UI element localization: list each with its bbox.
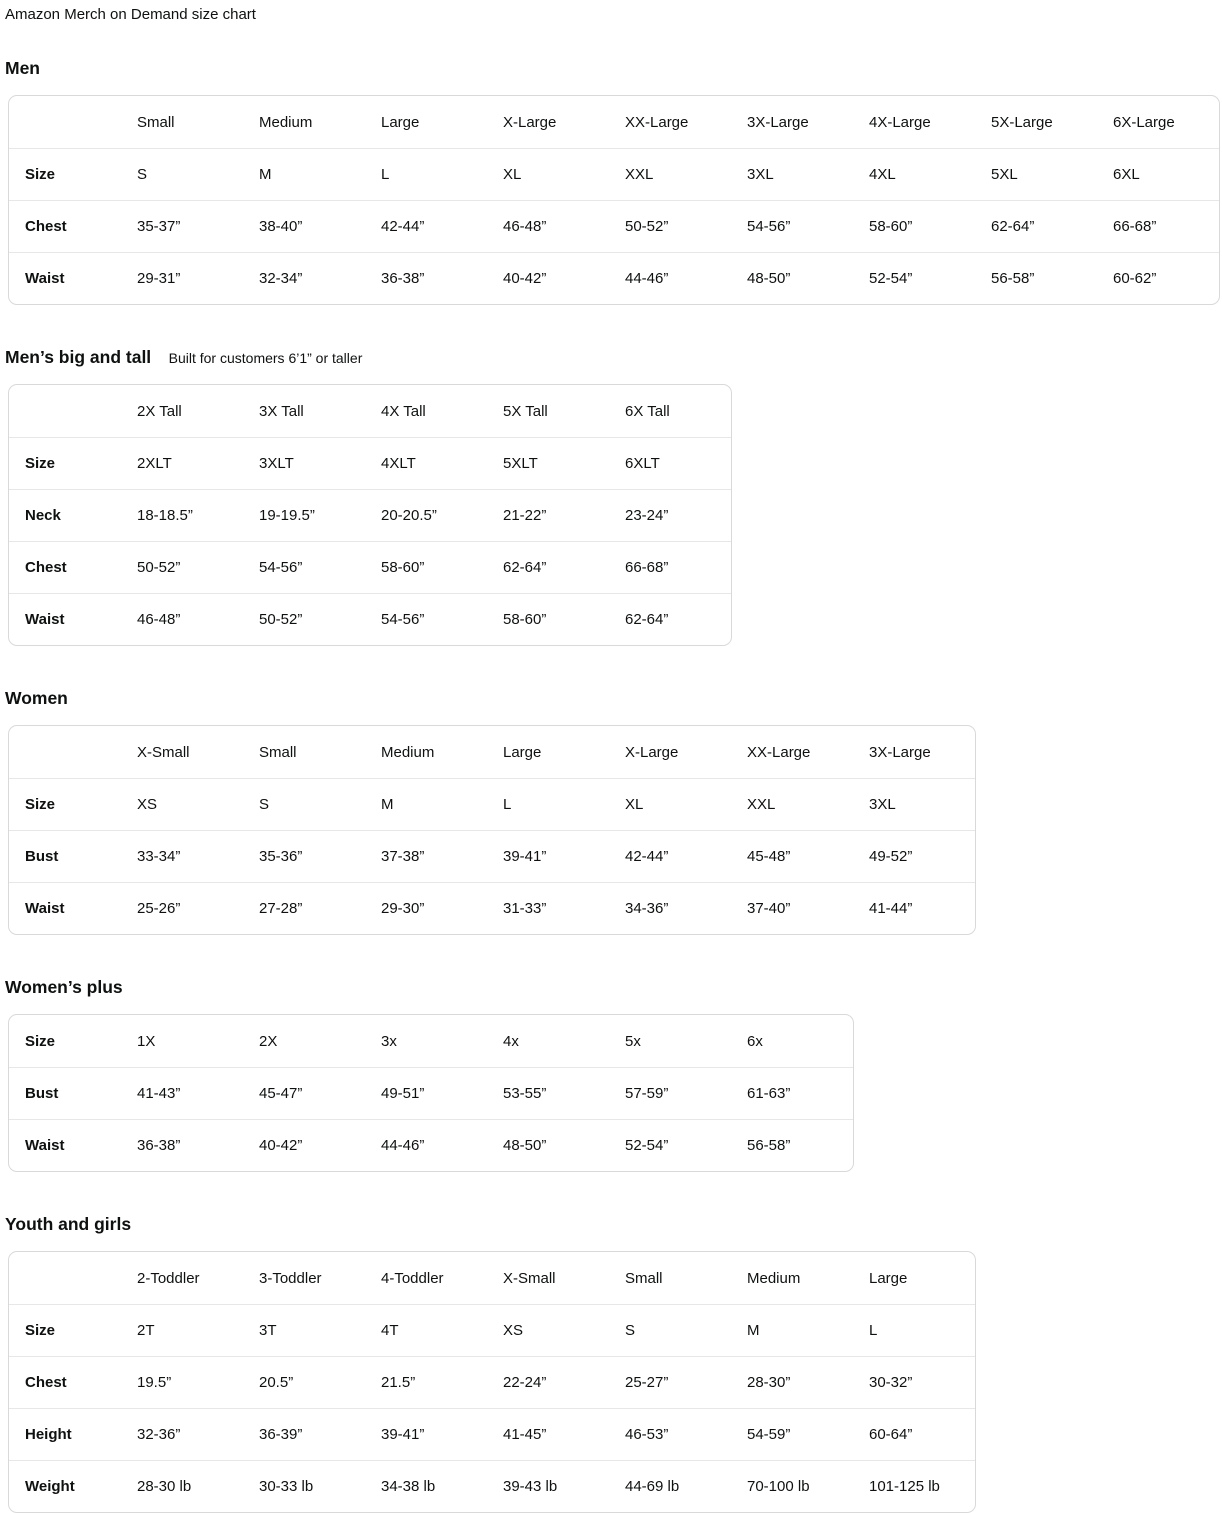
size-cell: XL: [609, 778, 731, 830]
column-header: 5X-Large: [991, 113, 1053, 131]
table-row: [9, 1356, 975, 1408]
table-header-row: [9, 385, 731, 437]
size-cell: 48-50”: [731, 252, 853, 304]
size-cell: 28-30 lb: [121, 1460, 243, 1512]
table-row: [9, 882, 975, 934]
column-header: Medium: [259, 113, 313, 131]
size-cell: 28-30”: [731, 1356, 853, 1408]
size-cell: 22-24”: [487, 1356, 609, 1408]
size-cell: 45-48”: [731, 830, 853, 882]
column-header: 5X Tall: [503, 402, 548, 420]
size-cell: 21-22”: [487, 489, 609, 541]
table-header-row: [9, 96, 1219, 148]
section-heading-men: Men: [5, 58, 40, 78]
size-cell: 39-41”: [487, 830, 609, 882]
size-cell: S: [243, 778, 365, 830]
corner-cell: [9, 1252, 121, 1304]
size-cell: 19.5”: [121, 1356, 243, 1408]
size-table-men: [8, 95, 1220, 305]
size-cell: 58-60”: [365, 541, 487, 593]
column-header: X-Small: [137, 743, 190, 761]
size-cell: 50-52”: [121, 541, 243, 593]
size-cell: 2XLT: [121, 437, 243, 489]
size-cell: 53-55”: [487, 1067, 609, 1119]
size-cell: 20-20.5”: [365, 489, 487, 541]
size-cell: 42-44”: [609, 830, 731, 882]
section-womens-plus: [5, 976, 1214, 1172]
size-cell: 46-53”: [609, 1408, 731, 1460]
column-header: Medium: [747, 1269, 801, 1287]
size-cell: 2T: [121, 1304, 243, 1356]
table-header-row: [9, 726, 975, 778]
size-cell: 6x: [747, 1032, 763, 1050]
size-cell: 4XL: [853, 148, 975, 200]
size-cell: 56-58”: [975, 252, 1097, 304]
column-header: X-Small: [503, 1269, 556, 1287]
size-cell: 50-52”: [609, 200, 731, 252]
size-cell: 62-64”: [487, 541, 609, 593]
section-heading-youth-and-girls: Youth and girls: [5, 1214, 132, 1234]
row-label: Waist: [9, 593, 121, 645]
column-header: 4-Toddler: [381, 1269, 444, 1287]
section-heading-women: Women: [5, 688, 68, 708]
column-header: Large: [381, 113, 420, 131]
size-cell: 42-44”: [365, 200, 487, 252]
table-row: [9, 148, 1219, 200]
section-men: [5, 57, 1214, 305]
size-table-slot-mens-big-and-tall: [8, 384, 1214, 646]
table-row: [9, 1304, 975, 1356]
row-label: Size: [9, 437, 121, 489]
row-label: Height: [9, 1408, 121, 1460]
size-cell: 48-50”: [487, 1119, 609, 1171]
column-header: 6X-Large: [1113, 113, 1175, 131]
size-cell: 4x: [503, 1032, 519, 1050]
column-header: Small: [625, 1269, 663, 1287]
size-cell: 31-33”: [487, 882, 609, 934]
size-cell: 66-68”: [609, 541, 731, 593]
size-cell: 60-62”: [1097, 252, 1219, 304]
size-cell: 32-36”: [121, 1408, 243, 1460]
table-row: [9, 830, 975, 882]
column-header: 4X-Large: [869, 113, 931, 131]
column-header: 3-Toddler: [259, 1269, 322, 1287]
size-table-mens-big-and-tall: [8, 384, 732, 646]
size-cell: 3XLT: [243, 437, 365, 489]
size-cell: 44-69 lb: [609, 1460, 731, 1512]
size-cell: 3XL: [853, 778, 975, 830]
column-header: 2-Toddler: [137, 1269, 200, 1287]
size-cell: 46-48”: [121, 593, 243, 645]
page-title: Amazon Merch on Demand size chart: [5, 6, 256, 23]
row-label: Size: [9, 778, 121, 830]
table-row: [9, 437, 731, 489]
column-header: Large: [503, 743, 542, 761]
section-mens-big-and-tall: [5, 346, 1214, 646]
size-cell: 3x: [381, 1032, 397, 1050]
size-cell: L: [853, 1304, 975, 1356]
size-cell: 54-59”: [731, 1408, 853, 1460]
size-cell: 29-31”: [121, 252, 243, 304]
size-cell: 5x: [625, 1032, 641, 1050]
size-cell: 6XL: [1097, 148, 1219, 200]
size-cell: XL: [487, 148, 609, 200]
size-cell: 30-32”: [853, 1356, 975, 1408]
section-women: [5, 687, 1214, 935]
row-label: Bust: [9, 830, 121, 882]
size-cell: 37-38”: [365, 830, 487, 882]
size-cell: 3XL: [731, 148, 853, 200]
row-label: Chest: [9, 200, 121, 252]
size-table-slot-youth-and-girls: [8, 1251, 1214, 1513]
size-cell: 32-34”: [243, 252, 365, 304]
size-cell: 38-40”: [243, 200, 365, 252]
size-cell: 4XLT: [365, 437, 487, 489]
row-label: Waist: [9, 252, 121, 304]
column-header: Small: [137, 113, 175, 131]
size-cell: XS: [121, 778, 243, 830]
column-header: Medium: [381, 743, 435, 761]
size-cell: 36-38”: [121, 1119, 243, 1171]
size-cell: M: [731, 1304, 853, 1356]
size-table-women: [8, 725, 976, 935]
size-cell: 46-48”: [487, 200, 609, 252]
column-header: Small: [259, 743, 297, 761]
size-cell: 60-64”: [853, 1408, 975, 1460]
size-cell: 37-40”: [731, 882, 853, 934]
size-cell: S: [121, 148, 243, 200]
size-cell: L: [365, 148, 487, 200]
size-cell: S: [609, 1304, 731, 1356]
size-cell: 36-39”: [243, 1408, 365, 1460]
table-row: [9, 489, 731, 541]
column-header: X-Large: [625, 743, 679, 761]
size-cell: 27-28”: [243, 882, 365, 934]
size-cell: 56-58”: [731, 1119, 853, 1171]
size-cell: M: [243, 148, 365, 200]
size-table-slot-men: [8, 95, 1214, 305]
row-label: Size: [9, 1304, 121, 1356]
row-label: Weight: [9, 1460, 121, 1512]
column-header: XX-Large: [747, 743, 811, 761]
size-table-youth-and-girls: [8, 1251, 976, 1513]
size-cell: 5XL: [975, 148, 1097, 200]
section-subtitle-mens-big-and-tall: Built for customers 6’1” or taller: [168, 350, 363, 366]
corner-cell: [9, 385, 121, 437]
size-cell: 39-41”: [365, 1408, 487, 1460]
size-cell: 30-33 lb: [243, 1460, 365, 1512]
section-heading-mens-big-and-tall: Men’s big and tall: [5, 347, 152, 367]
table-row: [9, 200, 1219, 252]
size-table-womens-plus: [8, 1014, 854, 1172]
size-cell: 40-42”: [243, 1119, 365, 1171]
table-row: [9, 1015, 853, 1067]
row-label: Size: [25, 1032, 56, 1050]
table-row: [9, 1460, 975, 1512]
size-cell: 49-51”: [365, 1067, 487, 1119]
size-cell: 34-38 lb: [365, 1460, 487, 1512]
size-cell: 29-30”: [365, 882, 487, 934]
size-cell: 23-24”: [609, 489, 731, 541]
column-header: 3X Tall: [259, 402, 304, 420]
size-cell: 54-56”: [731, 200, 853, 252]
column-header: X-Large: [503, 113, 557, 131]
corner-cell: [9, 726, 121, 778]
size-cell: 5XLT: [487, 437, 609, 489]
size-cell: 62-64”: [609, 593, 731, 645]
size-cell: 61-63”: [731, 1067, 853, 1119]
size-cell: 41-45”: [487, 1408, 609, 1460]
size-cell: 36-38”: [365, 252, 487, 304]
section-youth-and-girls: [5, 1213, 1214, 1513]
size-cell: 52-54”: [853, 252, 975, 304]
column-header: 2X Tall: [137, 402, 182, 420]
column-header: 6X Tall: [625, 402, 670, 420]
size-cell: L: [487, 778, 609, 830]
size-cell: 41-43”: [121, 1067, 243, 1119]
column-header: XX-Large: [625, 113, 689, 131]
size-cell: 3T: [243, 1304, 365, 1356]
column-header: 4X Tall: [381, 402, 426, 420]
table-row: [9, 1119, 853, 1171]
row-label: Chest: [9, 1356, 121, 1408]
column-header: 3X-Large: [747, 113, 809, 131]
table-row: [9, 541, 731, 593]
size-cell: 34-36”: [609, 882, 731, 934]
table-row: [9, 252, 1219, 304]
row-label: Waist: [9, 882, 121, 934]
size-cell: 58-60”: [853, 200, 975, 252]
size-cell: XS: [487, 1304, 609, 1356]
corner-cell: [9, 96, 121, 148]
size-cell: 70-100 lb: [731, 1460, 853, 1512]
size-cell: 44-46”: [609, 252, 731, 304]
size-cell: 44-46”: [365, 1119, 487, 1171]
size-cell: 1X: [137, 1032, 156, 1050]
size-cell: 49-52”: [853, 830, 975, 882]
size-cell: M: [365, 778, 487, 830]
size-cell: 52-54”: [609, 1119, 731, 1171]
table-header-row: [9, 1252, 975, 1304]
row-label: Size: [9, 148, 121, 200]
size-cell: 2X: [259, 1032, 278, 1050]
row-label: Bust: [9, 1067, 121, 1119]
size-cell: 101-125 lb: [853, 1460, 975, 1512]
size-cell: 62-64”: [975, 200, 1097, 252]
size-cell: 54-56”: [243, 541, 365, 593]
size-cell: 33-34”: [121, 830, 243, 882]
table-row: [9, 1067, 853, 1119]
size-cell: 35-36”: [243, 830, 365, 882]
size-cell: 25-26”: [121, 882, 243, 934]
size-cell: 4T: [365, 1304, 487, 1356]
size-cell: 35-37”: [121, 200, 243, 252]
section-heading-womens-plus: Women’s plus: [5, 977, 123, 997]
row-label: Neck: [9, 489, 121, 541]
table-row: [9, 1408, 975, 1460]
size-cell: 20.5”: [243, 1356, 365, 1408]
size-cell: 41-44”: [853, 882, 975, 934]
table-row: [9, 593, 731, 645]
size-cell: 50-52”: [243, 593, 365, 645]
size-cell: 19-19.5”: [243, 489, 365, 541]
size-cell: 39-43 lb: [487, 1460, 609, 1512]
size-cell: 40-42”: [487, 252, 609, 304]
size-table-slot-women: [8, 725, 1214, 935]
size-cell: 45-47”: [243, 1067, 365, 1119]
size-cell: 66-68”: [1097, 200, 1219, 252]
size-cell: 58-60”: [487, 593, 609, 645]
size-cell: 57-59”: [609, 1067, 731, 1119]
column-header: Large: [869, 1269, 908, 1287]
size-cell: 54-56”: [365, 593, 487, 645]
size-cell: 25-27”: [609, 1356, 731, 1408]
size-table-slot-womens-plus: [8, 1014, 1214, 1172]
size-cell: 21.5”: [365, 1356, 487, 1408]
size-cell: 18-18.5”: [121, 489, 243, 541]
table-row: [9, 778, 975, 830]
row-label: Waist: [9, 1119, 121, 1171]
size-cell: XXL: [731, 778, 853, 830]
size-cell: XXL: [609, 148, 731, 200]
row-label: Chest: [9, 541, 121, 593]
size-cell: 6XLT: [609, 437, 731, 489]
column-header: 3X-Large: [869, 743, 931, 761]
